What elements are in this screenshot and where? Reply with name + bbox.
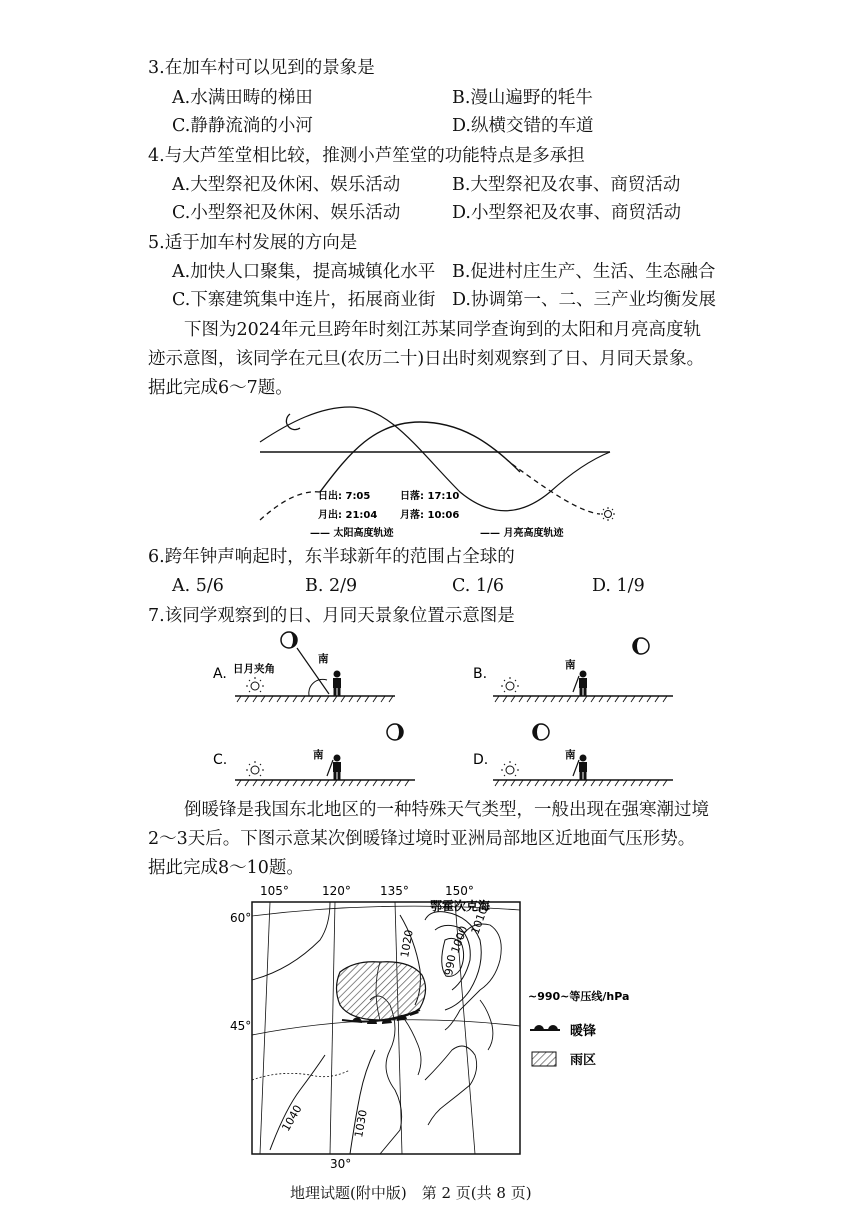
iso-1000-label: 1000 [448, 924, 471, 956]
q6-option-a: A. 5/6 [172, 576, 224, 596]
q4-option-d: D.小型祭祀及农事、商贸活动 [452, 203, 681, 223]
q5-option-c: C.下寨建筑集中连片，拓展商业街 [172, 290, 436, 310]
q4-option-c: C.小型祭祀及休闲、娱乐活动 [172, 203, 401, 223]
legend-sun: —— 太阳高度轨迹 [310, 528, 394, 539]
iso-1030-label: 1030 [352, 1108, 370, 1139]
q7d-sun-icon [501, 761, 519, 776]
q7c-person-icon [333, 755, 341, 781]
q5-option-a: A.加快人口聚集，提高城镇化水平 [172, 262, 436, 282]
legend-front-label: 暖锋 [570, 1024, 597, 1039]
q7c-moon-icon [387, 724, 403, 740]
q7-label-a: A. [213, 666, 227, 682]
q6-stem: 6.跨年钟声响起时，东半球新年的范围占全球的 [148, 547, 515, 567]
lat-60-label: 60° [230, 911, 252, 925]
intro1-line1: 下图为2024年元旦跨年时刻江苏某同学查询到的太阳和月亮高度轨 [184, 320, 702, 340]
intro2-line3: 据此完成8～10题。 [148, 858, 304, 878]
intro2-line2: 2～3天后。下图示意某次倒暖锋过境时亚洲局部地区近地面气压形势。 [148, 829, 696, 849]
q7-option-figures [205, 628, 685, 788]
intro2-line1: 倒暖锋是我国东北地区的一种特殊天气类型，一般出现在强寒潮过境 [184, 800, 709, 820]
page-footer: 地理试题(附中版) 第 2 页(共 8 页) [290, 1184, 532, 1202]
q7a-south-label: 南 [318, 653, 329, 665]
lon-120-label: 120° [322, 884, 351, 898]
iso-1010-label: 1010 [468, 905, 491, 937]
q7b-south-label: 南 [565, 659, 576, 671]
q4-stem: 4.与大芦笙堂相比较，推测小芦笙堂的功能特点是多承担 [148, 146, 585, 166]
q7d-south-label: 南 [565, 749, 576, 761]
q7d-moon-icon [533, 724, 549, 740]
lon-150-label: 150° [445, 884, 474, 898]
sun-trajectory-dashed-left [260, 492, 320, 520]
q7b-moon-icon [633, 638, 649, 654]
lon-135-label: 135° [380, 884, 409, 898]
lat-45-label: 45° [230, 1019, 252, 1033]
q6-option-c: C. 1/6 [452, 576, 505, 596]
q7-label-d: D. [473, 752, 489, 768]
rain-area [337, 962, 426, 1020]
q3-option-c: C.静静流淌的小河 [172, 116, 313, 136]
q3-option-d: D.纵横交错的车道 [452, 116, 594, 136]
q6-option-d: D. 1/9 [592, 576, 645, 596]
legend-moon: —— 月亮高度轨迹 [480, 528, 564, 539]
q3-option-b: B.漫山遍野的牦牛 [452, 88, 593, 108]
q7d-person-icon [579, 755, 587, 781]
sun-icon [601, 507, 615, 521]
q7b-sun-icon [501, 677, 519, 692]
q7a-person-icon [333, 671, 341, 697]
lat-30-label: 30° [330, 1157, 352, 1170]
lon-105-label: 105° [260, 884, 289, 898]
q3-stem: 3.在加车村可以见到的景象是 [148, 58, 375, 78]
legend-rain-label: 雨区 [570, 1053, 597, 1068]
legend-rain-icon [532, 1052, 556, 1066]
legend-isobar: ~990~等压线/hPa [528, 990, 630, 1003]
intro1-line2: 迹示意图，该同学在元旦(农历二十)日出时刻观察到了日、月同天景象。 [148, 349, 705, 369]
q7b-person-icon [579, 671, 587, 697]
sun-moon-trajectory-figure [250, 402, 630, 542]
sunrise-label: 日出: 7:05 [318, 491, 371, 502]
q7-label-c: C. [213, 752, 228, 768]
q5-option-d: D.协调第一、二、三产业均衡发展 [452, 290, 716, 310]
q7a-moon-icon [281, 632, 297, 648]
iso-1040-label: 1040 [279, 1102, 305, 1134]
iso-990-label: 990 [442, 953, 459, 977]
moonset-label: 月落: 10:06 [400, 510, 460, 521]
pressure-map-figure [230, 880, 660, 1170]
q7-stem: 7.该同学观察到的日、月同天景象位置示意图是 [148, 606, 515, 626]
q5-stem: 5.适于加车村发展的方向是 [148, 233, 358, 253]
sun-trajectory [320, 422, 520, 492]
sea-label: 鄂霍次克海 [430, 899, 491, 913]
q6-option-b: B. 2/9 [305, 576, 358, 596]
intro1-line3: 据此完成6～7题。 [148, 378, 293, 398]
q7-label-b: B. [473, 666, 488, 682]
sunset-label: 日落: 17:10 [400, 491, 460, 502]
q7a-sun-icon [246, 677, 264, 692]
q4-option-b: B.大型祭祀及农事、商贸活动 [452, 175, 681, 195]
q7c-south-label: 南 [313, 749, 324, 761]
q3-option-a: A.水满田畴的梯田 [172, 88, 313, 108]
iso-1020-label: 1020 [398, 928, 416, 959]
q7a-angle-label: 日月夹角 [233, 663, 275, 675]
moonrise-label: 月出: 21:04 [318, 510, 378, 521]
q7c-sun-icon [246, 761, 264, 776]
q5-option-b: B.促进村庄生产、生活、生态融合 [452, 262, 716, 282]
q4-option-a: A.大型祭祀及休闲、娱乐活动 [172, 175, 401, 195]
